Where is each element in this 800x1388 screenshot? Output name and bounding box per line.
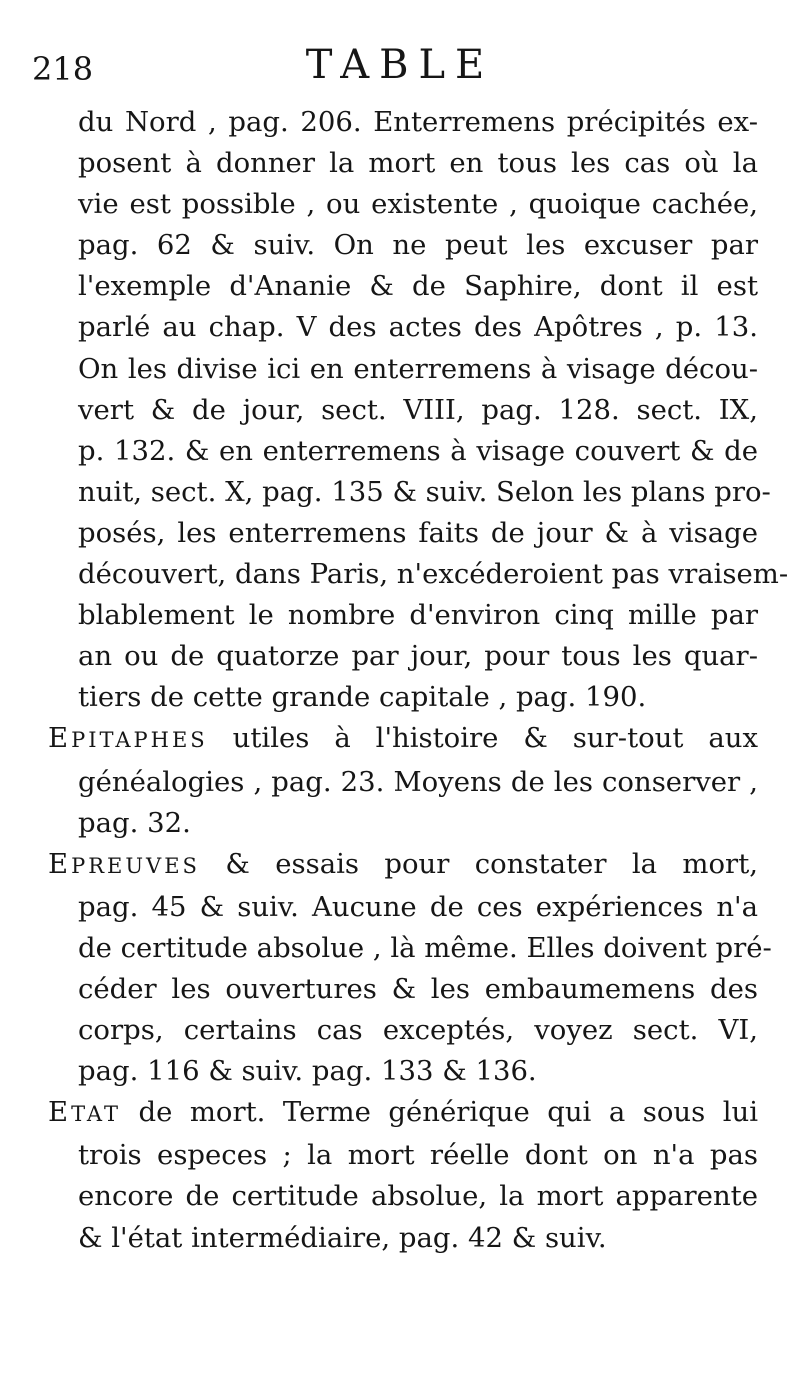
- page-header: [0, 40, 800, 100]
- running-title: TABLE: [305, 42, 495, 88]
- text-line: nuit, sect. X, pag. 135 & suiv. Selon les plans pro-: [78, 475, 771, 508]
- text-line: pag. 32.: [78, 806, 191, 839]
- text-line: pag. 116 & suiv. pag. 133 & 136.: [78, 1055, 537, 1088]
- text-line: On les divise ici en enterremens à visage décou-: [78, 352, 758, 385]
- text-line: généalogies , pag. 23. Moyens de les conserver ,: [78, 765, 758, 798]
- text-line: p. 132. & en enterremens à visage couvert & de: [78, 434, 758, 467]
- text-line: tiers de cette grande capitale , pag. 190.: [78, 681, 647, 714]
- entry-first-line: ETAT de mort. Terme générique qui a sous lui: [48, 1096, 759, 1129]
- entry-headword: ETAT: [48, 1096, 121, 1129]
- entry-headword: EPREUVES: [48, 847, 200, 880]
- text-line: céder les ouvertures & les embaumemens des: [78, 972, 758, 1005]
- text-line: pag. 62 & suiv. On ne peut les excuser par: [78, 229, 758, 262]
- entry-headword: EPITAPHES: [48, 722, 208, 755]
- index-entry-etat: [48, 1092, 758, 1258]
- text-line: pag. 45 & suiv. Aucune de ces expériences n'a: [78, 890, 758, 923]
- text-line: découvert, dans Paris, n'excéderoient pas vraisem-: [78, 558, 789, 591]
- text-line: de certitude absolue , là même. Elles doivent pré-: [78, 931, 772, 964]
- entry-first-line: EPITAPHES utiles à l'histoire & sur-tout aux: [48, 722, 758, 755]
- index-entry-continuation: [48, 102, 789, 718]
- text-line: posent à donner la mort en tous les cas où la: [78, 147, 758, 180]
- index-entry-epreuves: [48, 844, 772, 1093]
- text-line: vie est possible , ou existente , quoique cachée,: [78, 188, 758, 221]
- text-line: encore de certitude absolue, la mort apparente: [78, 1180, 758, 1213]
- text-line: & l'état intermédiaire, pag. 42 & suiv.: [78, 1221, 607, 1254]
- text-line: corps, certains cas exceptés, voyez sect. VI,: [78, 1014, 758, 1047]
- index-entry-epitaphes: [48, 718, 758, 843]
- text-line: vert & de jour, sect. VIII, pag. 128. sect. IX,: [78, 393, 758, 426]
- text-line: an ou de quatorze par jour, pour tous les quar-: [78, 640, 758, 673]
- text-line: l'exemple d'Ananie & de Saphire, dont il est: [78, 270, 758, 303]
- text-line: blablement le nombre d'environ cinq mille par: [78, 599, 758, 632]
- text-line: trois especes ; la mort réelle dont on n'a pas: [78, 1139, 758, 1172]
- index-body: [48, 102, 789, 1259]
- text-line: parlé au chap. V des actes des Apôtres , p. 13.: [78, 311, 758, 344]
- text-line: du Nord , pag. 206. Enterremens précipités ex-: [78, 106, 758, 138]
- page-number: 218: [32, 50, 94, 88]
- entry-first-line: EPREUVES & essais pour constater la mort,: [48, 847, 758, 880]
- text-line: posés, les enterremens faits de jour & à visage: [78, 516, 758, 549]
